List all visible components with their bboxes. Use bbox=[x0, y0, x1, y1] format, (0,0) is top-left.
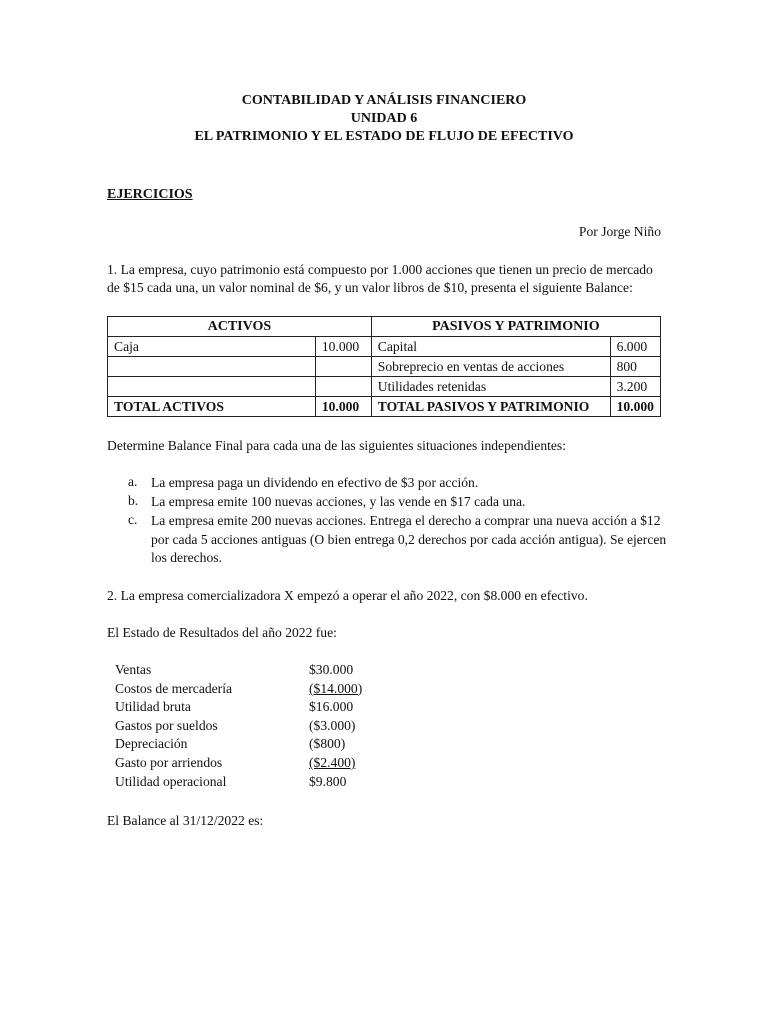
balance-title: El Balance al 31/12/2022 es: bbox=[107, 813, 264, 828]
income-line-label: Gastos por sueldos bbox=[115, 717, 218, 733]
table-row bbox=[108, 337, 661, 357]
table-cell: 6.000 bbox=[610, 337, 660, 357]
table-cell: Capital bbox=[371, 337, 610, 357]
list-item-text: La empresa emite 100 nuevas acciones, y las vende en $17 cada una. bbox=[151, 494, 526, 509]
table-cell: Sobreprecio en ventas de acciones bbox=[371, 357, 610, 377]
list-item-marker: a. bbox=[128, 474, 138, 489]
list-item-text: La empresa paga un dividendo en efectivo de $3 por acción. bbox=[151, 475, 479, 490]
income-line-label: Utilidad bruta bbox=[115, 699, 191, 715]
table-cell: 3.200 bbox=[610, 377, 660, 397]
income-line-value: $30.000 bbox=[309, 662, 354, 677]
header-activos: ACTIVOS bbox=[108, 317, 372, 337]
exercise1-instruction: Determine Balance Final para cada una de las siguientes situaciones independientes: bbox=[107, 438, 567, 453]
balance-table bbox=[107, 316, 661, 417]
exercise1-intro-line1: 1. La empresa, cuyo patrimonio está compuesto por 1.000 acciones que tienen un precio de mercado bbox=[107, 262, 653, 277]
income-statement-title: El Estado de Resultados del año 2022 fue: bbox=[107, 625, 337, 640]
income-line-value: ($2.400) bbox=[309, 755, 356, 770]
table-cell: Caja bbox=[108, 337, 316, 357]
doc-title-unit: UNIDAD 6 bbox=[350, 111, 418, 126]
income-line-label: Utilidad operacional bbox=[115, 773, 227, 789]
table-header-row bbox=[108, 317, 661, 337]
total-activos-label: TOTAL ACTIVOS bbox=[108, 397, 316, 417]
exercise2-intro: 2. La empresa comercializadora X empezó a operar el año 2022, con $8.000 en efectivo. bbox=[107, 588, 588, 603]
doc-title-topic: EL PATRIMONIO Y EL ESTADO DE FLUJO DE EFECTIVO bbox=[194, 129, 574, 144]
exercise1-intro-line2: de $15 cada una, un valor nominal de $6, y un valor libros de $10, presenta el siguiente Balance: bbox=[107, 280, 633, 295]
income-line-value: $9.800 bbox=[309, 773, 347, 789]
income-line-label: Gasto por arriendos bbox=[115, 755, 223, 770]
author-line: Por Jorge Niño bbox=[578, 224, 661, 239]
income-line-value: $16.000 bbox=[309, 699, 354, 715]
table-cell bbox=[108, 377, 316, 397]
table-cell bbox=[315, 357, 371, 377]
list-item-marker: c. bbox=[128, 512, 138, 527]
total-pasivos-value: 10.000 bbox=[610, 397, 660, 417]
table-cell bbox=[108, 357, 316, 377]
income-line-label: Costos de mercadería bbox=[115, 680, 233, 696]
list-item-text: La empresa emite 200 nuevas acciones. Entrega el derecho a comprar una nueva acción a $12 por cada 5 acciones antiguas (O bien entrega 0,2 derechos por cada acción antigua). Se ejercen los derechos. bbox=[151, 513, 667, 565]
table-total-row bbox=[108, 397, 661, 417]
income-line-value: ($3.000) bbox=[309, 717, 356, 733]
table-row bbox=[108, 357, 661, 377]
income-line-value: ($14.000) bbox=[309, 680, 363, 696]
table-cell bbox=[315, 377, 371, 397]
table-cell: 800 bbox=[610, 357, 660, 377]
income-line-label: Depreciación bbox=[115, 736, 188, 752]
total-activos-value: 10.000 bbox=[315, 397, 371, 417]
header-pasivos-patrimonio: PASIVOS Y PATRIMONIO bbox=[371, 317, 660, 337]
table-cell: 10.000 bbox=[315, 337, 371, 357]
income-line-label: Ventas bbox=[115, 662, 152, 677]
income-line-value: ($800) bbox=[309, 736, 346, 752]
list-item-marker: b. bbox=[128, 493, 139, 508]
doc-title-course: CONTABILIDAD Y ANÁLISIS FINANCIERO bbox=[241, 93, 527, 108]
section-title: EJERCICIOS bbox=[107, 187, 193, 202]
table-cell: Utilidades retenidas bbox=[371, 377, 610, 397]
total-pasivos-label: TOTAL PASIVOS Y PATRIMONIO bbox=[371, 397, 610, 417]
table-row bbox=[108, 377, 661, 397]
